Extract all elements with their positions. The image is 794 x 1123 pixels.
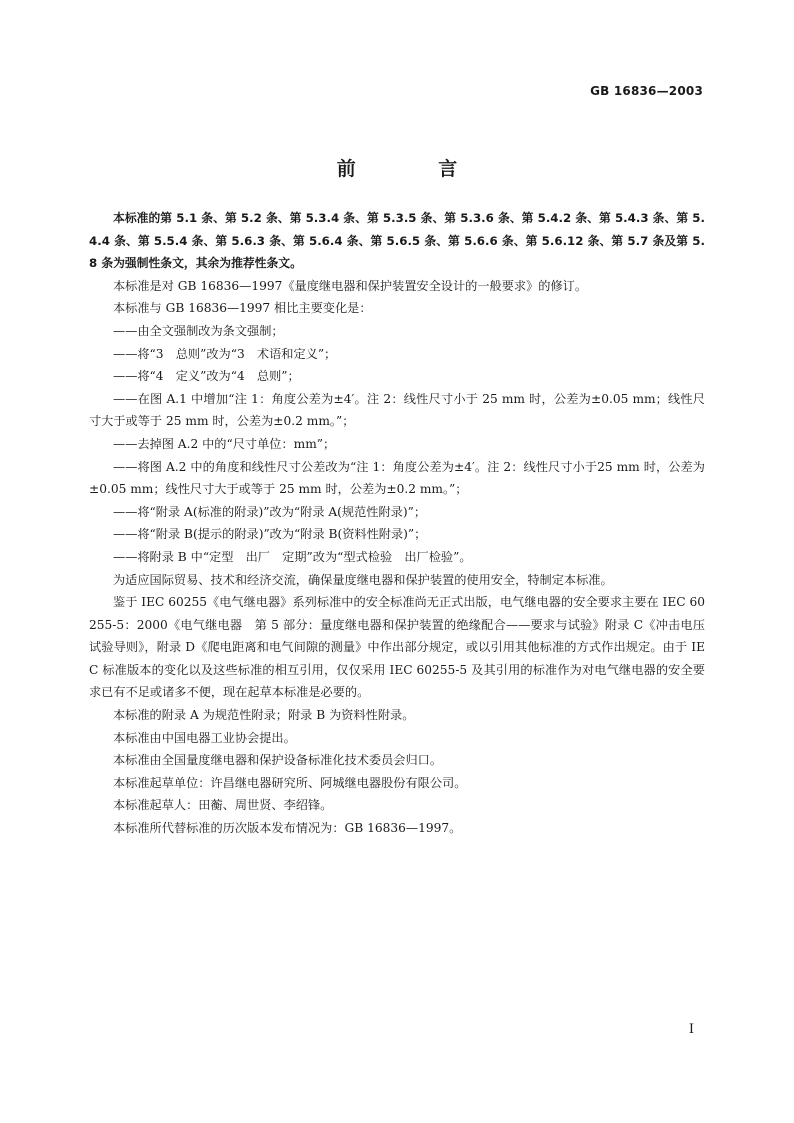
change-item: ——将“附录 A(标准的附录)”改为“附录 A(规范性附录)”； (113, 504, 427, 519)
standard-code: GB 16836—2003 (590, 84, 703, 98)
change-item: ——将“3 总则”改为“3 术语和定义”； (113, 346, 337, 361)
change-item: ——将“附录 B(提示的附录)”改为“附录 B(资料性附录)”； (113, 527, 427, 542)
revision-statement-paragraph: 本标准是对 GB 16836—1997《量度继电器和保护装置安全设计的一般要求》的修订。 (113, 278, 588, 293)
change-item: ——由全文强制改为条文强制； (113, 323, 284, 338)
change-item: ——去掉图 A.2 中的“尺寸单位：mm”； (113, 436, 336, 451)
annex-paragraph: 本标准的附录 A 为规范性附录；附录 B 为资料性附录。 (113, 708, 415, 723)
purpose-paragraph: 为适应国际贸易、技术和经济交流，确保量度继电器和保护装置的使用安全，特制定本标准。 (113, 572, 613, 587)
change-item: ——在图 A.1 中增加“注 1：角度公差为±4′。注 2：线性尺寸小于 25 mm 时，公差为±0.05 mm；线性尺寸大于或等于 25 mm 时，公差为±0.2 mm。”； (89, 391, 705, 429)
committee-paragraph: 本标准由全国量度继电器和保护设备标准化技术委员会归口。 (113, 753, 443, 768)
change-item: ——将“4 定义”改为“4 总则”； (113, 369, 300, 384)
drafting-units-paragraph: 本标准起草单位：许昌继电器研究所、阿城继电器股份有限公司。 (113, 775, 467, 790)
changes-intro-paragraph: 本标准与 GB 16836—1997 相比主要变化是： (113, 301, 372, 316)
mandatory-clauses-paragraph: 本标准的第 5.1 条、第 5.2 条、第 5.3.4 条、第 5.3.5 条、第 5.3.6 条、第 5.4.2 条、第 5.4.3 条、第 5.4.4 条、第 5.5.4 条、第 5.6.3 条、第 5.6.4 条、第 5.6.5 条、第 5.6.6 条、第 5.6.12 条、第 5.7 条及第 5.8 条为强制性条文，其余为推荐性条文。 (89, 211, 705, 271)
page-number: I (688, 1022, 694, 1037)
change-item: ——将图 A.2 中的角度和线性尺寸公差改为“注 1：角度公差为±4′。注 2：线性尺寸小于25 mm 时，公差为±0.05 mm；线性尺寸大于或等于 25 mm 时，公差为±0.2 mm。”； (89, 459, 705, 497)
proposer-paragraph: 本标准由中国电器工业协会提出。 (113, 730, 296, 745)
document-body (89, 207, 705, 840)
background-paragraph: 鉴于 IEC 60255《电气继电器》系列标准中的安全标准尚无正式出版，电气继电器的安全要求主要在 IEC 60255-5：2000《电气继电器 第 5 部分：量度继电器和保护装置的绝缘配合——要求与试验》附录 C《冲击电压试验导则》，附录 D《爬电距离和电气间隙的测量》中作出部分规定，或以引用其他标准的方式作出规定。由于 IEC 标准版本的变化以及这些标准的相互引用，仅仅采用 IEC 60255-5 及其引用的标准作为对电气继电器的安全要求已有不足或诸多不便，现在起草本标准是必要的。 (89, 595, 705, 700)
drafters-paragraph: 本标准起草人：田蘅、周世贤、李绍锋。 (113, 798, 333, 813)
page-title: 前 言 (336, 158, 496, 180)
change-item: ——将附录 B 中“定型 出厂 定期”改为“型式检验 出厂检验”。 (113, 549, 472, 564)
history-paragraph: 本标准所代替标准的历次版本发布情况为：GB 16836—1997。 (113, 821, 462, 836)
